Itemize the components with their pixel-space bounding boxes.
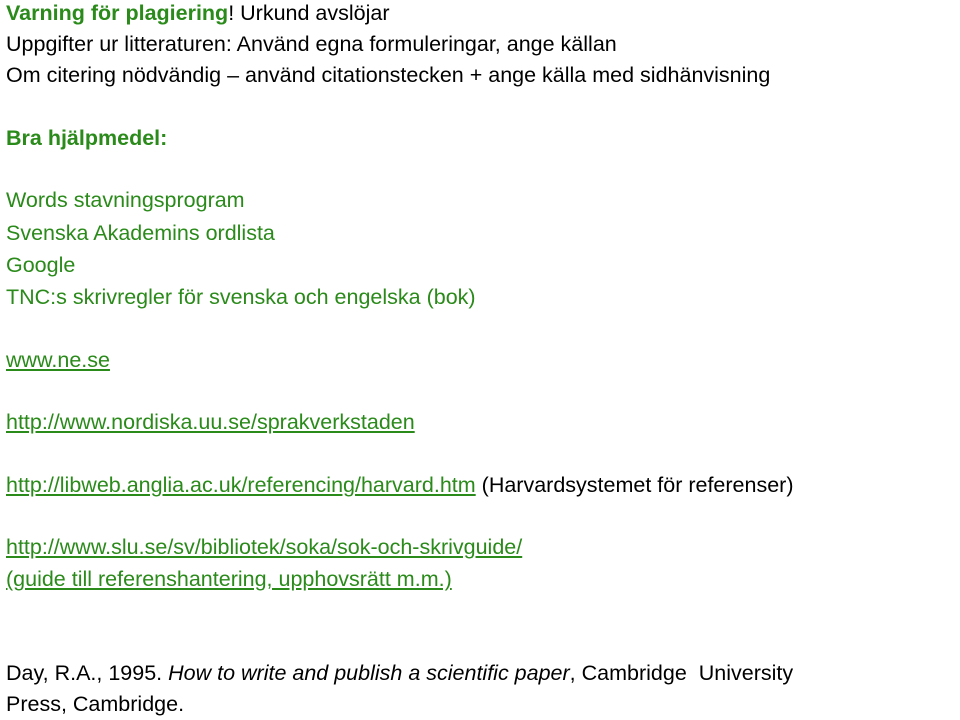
slu-note[interactable]: (guide till referenshantering, upphovsrätt m.m.) bbox=[6, 567, 452, 591]
slu-note-row bbox=[6, 566, 452, 592]
reference-line-1 bbox=[6, 660, 793, 686]
link-row-slu bbox=[6, 534, 522, 560]
reference-title: How to write and publish a scientific paper bbox=[168, 661, 570, 685]
warning-title-suffix: ! Urkund avslöjar bbox=[228, 1, 390, 25]
tools-heading: Bra hjälpmedel: bbox=[6, 126, 168, 150]
link-row-anglia bbox=[6, 472, 794, 498]
reference-authors: Day, R.A., 1995. bbox=[6, 661, 169, 685]
link-ne[interactable]: www.ne.se bbox=[6, 348, 110, 372]
warning-line-citation: Om citering nödvändig – använd citationstecken + ange källa med sidhänvisning bbox=[6, 63, 771, 87]
warning-title: Varning för plagiering bbox=[6, 1, 229, 25]
warning-heading bbox=[6, 0, 390, 26]
tool-item: TNC:s skrivregler för svenska och engelska (bok) bbox=[6, 285, 476, 309]
tool-item: Words stavningsprogram bbox=[6, 188, 245, 212]
reference-publisher: , Cambridge University bbox=[569, 661, 794, 685]
link-nordiska[interactable]: http://www.nordiska.uu.se/sprakverkstaden bbox=[6, 410, 415, 434]
link-row-nordiska bbox=[6, 409, 415, 435]
reference-line-2: Press, Cambridge. bbox=[6, 692, 185, 716]
anglia-note: (Harvardsystemet för referenser) bbox=[475, 473, 794, 497]
tool-item: Svenska Akademins ordlista bbox=[6, 221, 275, 245]
tool-item: Google bbox=[6, 253, 76, 277]
link-slu-guide[interactable]: http://www.slu.se/sv/bibliotek/soka/sok-och-skrivguide/ bbox=[6, 535, 523, 559]
link-anglia-harvard[interactable]: http://libweb.anglia.ac.uk/referencing/harvard.htm bbox=[6, 473, 476, 497]
warning-line-sources: Uppgifter ur litteraturen: Använd egna formuleringar, ange källan bbox=[6, 32, 617, 56]
link-row-ne bbox=[6, 347, 110, 373]
